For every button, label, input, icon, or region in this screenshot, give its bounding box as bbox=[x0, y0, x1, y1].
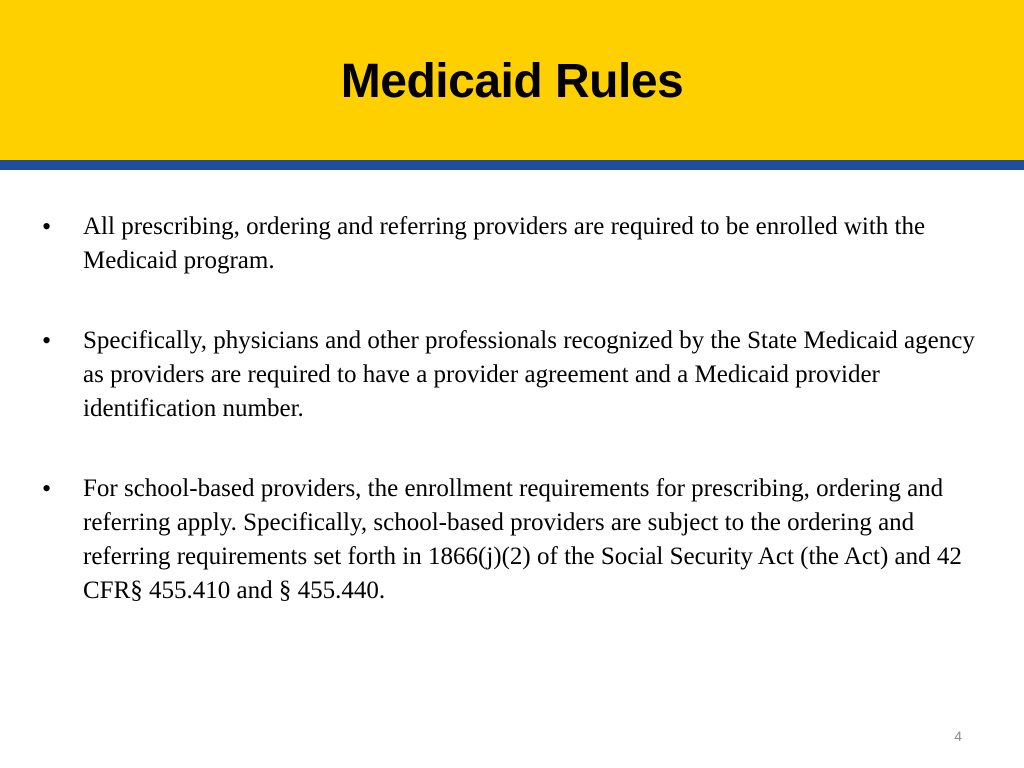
bullet-text: Specifically, physicians and other professionals recognized by the State Medicaid agency as providers are required to have a provider agreement and a Medicaid provider identification number. bbox=[83, 327, 975, 422]
bullet-item-provider-agreement bbox=[0, 324, 1024, 426]
title-divider-rule bbox=[0, 160, 1024, 170]
bullet-marker: • bbox=[42, 212, 52, 241]
bullet-item-school-based bbox=[0, 472, 1024, 608]
bullet-list bbox=[0, 210, 1024, 654]
bullet-item-enrollment bbox=[0, 210, 1024, 278]
bullet-marker: • bbox=[42, 474, 52, 503]
bullet-marker: • bbox=[42, 326, 52, 355]
bullet-text: For school-based providers, the enrollment requirements for prescribing, ordering and referring apply. Specifically, school-based providers are subject to the ordering and referring requirements set forth in 1866(j)(2) of the Social Security Act (the Act) and 42 CFR§ 455.410 and § 455.440. bbox=[83, 475, 962, 604]
page-number: 4 bbox=[954, 728, 962, 744]
bullet-text: All prescribing, ordering and referring providers are required to be enrolled with the Medicaid program. bbox=[83, 213, 926, 274]
slide-title: Medicaid Rules bbox=[340, 55, 684, 108]
